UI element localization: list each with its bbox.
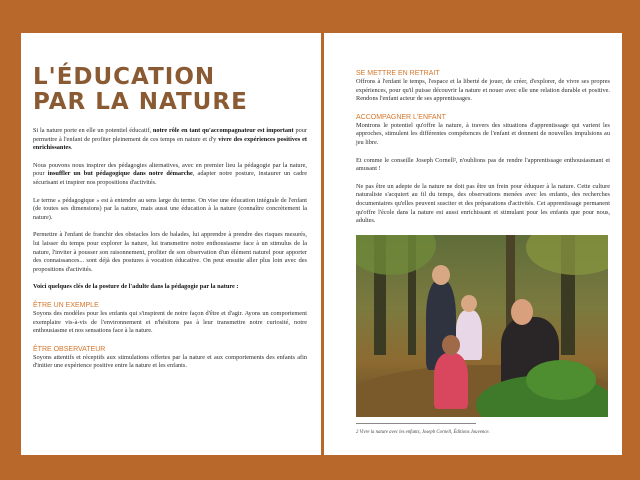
photo-caption: 2 Vivre la nature avec les enfants, Joseph Cornell, Éditions Jouvence.: [356, 429, 490, 435]
p1-e: .: [70, 144, 73, 152]
posture-paragraph: Permettre à l'enfant de franchir des obstacles lors de balades, lui apprendre à prendre des risques mesurés, lui laisser du temps pour explorer la nature, lui transmettre notre enthousiasme face à un stimulus de la nature, l'inviter à pousser son raisonnement, profiter de son observation d'un élément naturel pour apporter des connaissances... sont déjà des postures à vocation éducative. On peut ensuite aller plus loin avec des propositions d'activités.: [33, 231, 307, 273]
accompagner-text: Montrons le potentiel qu'offre la nature, à travers des situations d'apprentissage qui varient les approches, stimulent les différentes compétences de l'enfant et donnent de nouvelles impulsions au jeu libre.: [356, 121, 610, 146]
term-paragraph: Le terme « pédagogique » est à entendre au sens large du terme. On vise une éducation intégrale de l'enfant (de toutes ses dimensions) par la nature, mais aussi une éducation à la nature (connaître concrètement la nature).: [33, 196, 307, 221]
adult-head: [511, 299, 533, 325]
p1-c: pour permettre à l'enfant de profiter pleinement de ces temps en nature et d'y: [33, 127, 307, 143]
keys-paragraph: [33, 283, 307, 292]
title-line-1: L'ÉDUCATION: [33, 64, 216, 90]
heading-retrait: SE METTRE EN RETRAIT: [356, 70, 440, 77]
observateur-text: Soyons attentifs et réceptifs aux stimulations offertes par la nature et aux comportements des enfants afin d'initier une expérience positive entre la nature et les enfants.: [33, 353, 307, 370]
intro-paragraph: [33, 127, 307, 153]
keys-bold: Voici quelques clés de la posture de l'adulte dans la pédagogie par la nature :: [33, 283, 239, 291]
page-title: [33, 65, 307, 115]
p1-a: Si la nature porte en elle un potentiel éducatif,: [33, 127, 153, 134]
title-line-2: PAR LA NATURE: [33, 89, 248, 115]
p2-c: , adapter notre posture, instaurer un cadre sécurisant et inspirer nos propositions d'activités.: [33, 170, 307, 186]
child-head: [461, 295, 477, 312]
culture-paragraph: Ne pas être un adepte de la nature ne doit pas être un frein pour éduquer à la nature. Cette culture naturaliste s'acquiert au fil du temps, des observations menées avec les enfants, des recherches documentaires qu'elles peuvent susciter et des préparations d'activités. Cet apprentissage permanent qu'offre l'école dans la nature est aussi enrichissant et stimulant pour les enfants que pour nous, adultes.: [356, 182, 610, 225]
child-head: [432, 265, 450, 285]
p1-b: notre rôle en tant qu'accompagnateur est important: [152, 127, 294, 134]
child-head: [442, 335, 460, 355]
child-pink-coat: [434, 353, 468, 409]
p1-d: vivre des expériences positives et enrichissantes: [33, 135, 307, 152]
left-page: [21, 33, 321, 455]
p2-b: insuffler un but pédagogique dans notre démarche: [47, 170, 193, 178]
right-page: [324, 33, 622, 455]
retrait-text: Offrons à l'enfant le temps, l'espace et la liberté de jouer, de créer, d'explorer, de vivre ses propres expériences, pour qu'il puisse découvrir la nature et nouer avec elle une relation durable et positive. Rendons l'enfant acteur de ses apprentissages.: [356, 78, 610, 103]
p2-a: Nous pouvons nous inspirer des pédagogies alternatives, avec en premier lieu la pédagogie par la nature, pour: [33, 161, 307, 178]
caption-rule: [356, 423, 476, 424]
child-white-jacket: [456, 310, 482, 360]
foliage: [526, 235, 608, 275]
heading-observateur: ÊTRE OBSERVATEUR: [33, 345, 106, 353]
heading-exemple: ÊTRE UN EXEMPLE: [33, 301, 99, 309]
foliage: [356, 235, 436, 275]
heading-accompagner: ACCOMPAGNER L'ENFANT: [356, 113, 446, 121]
green-plant: [526, 360, 596, 400]
cornell-paragraph: Et comme le conseille Joseph Cornell², n'oublions pas de rendre l'apprentissage enthousiasmant et amusant !: [356, 156, 610, 173]
exemple-text: Soyons des modèles pour les enfants qui s'inspirent de notre façon d'être et d'agir. Ayons un comportement exemplaire vis-à-vis de l'environnement et n'hésitons pas à leur transmettre notre curiosité, notre enthousiasme et nos sensations face à la nature.: [33, 309, 307, 335]
forest-photo: [356, 235, 608, 417]
pedagogy-paragraph: [33, 162, 307, 188]
